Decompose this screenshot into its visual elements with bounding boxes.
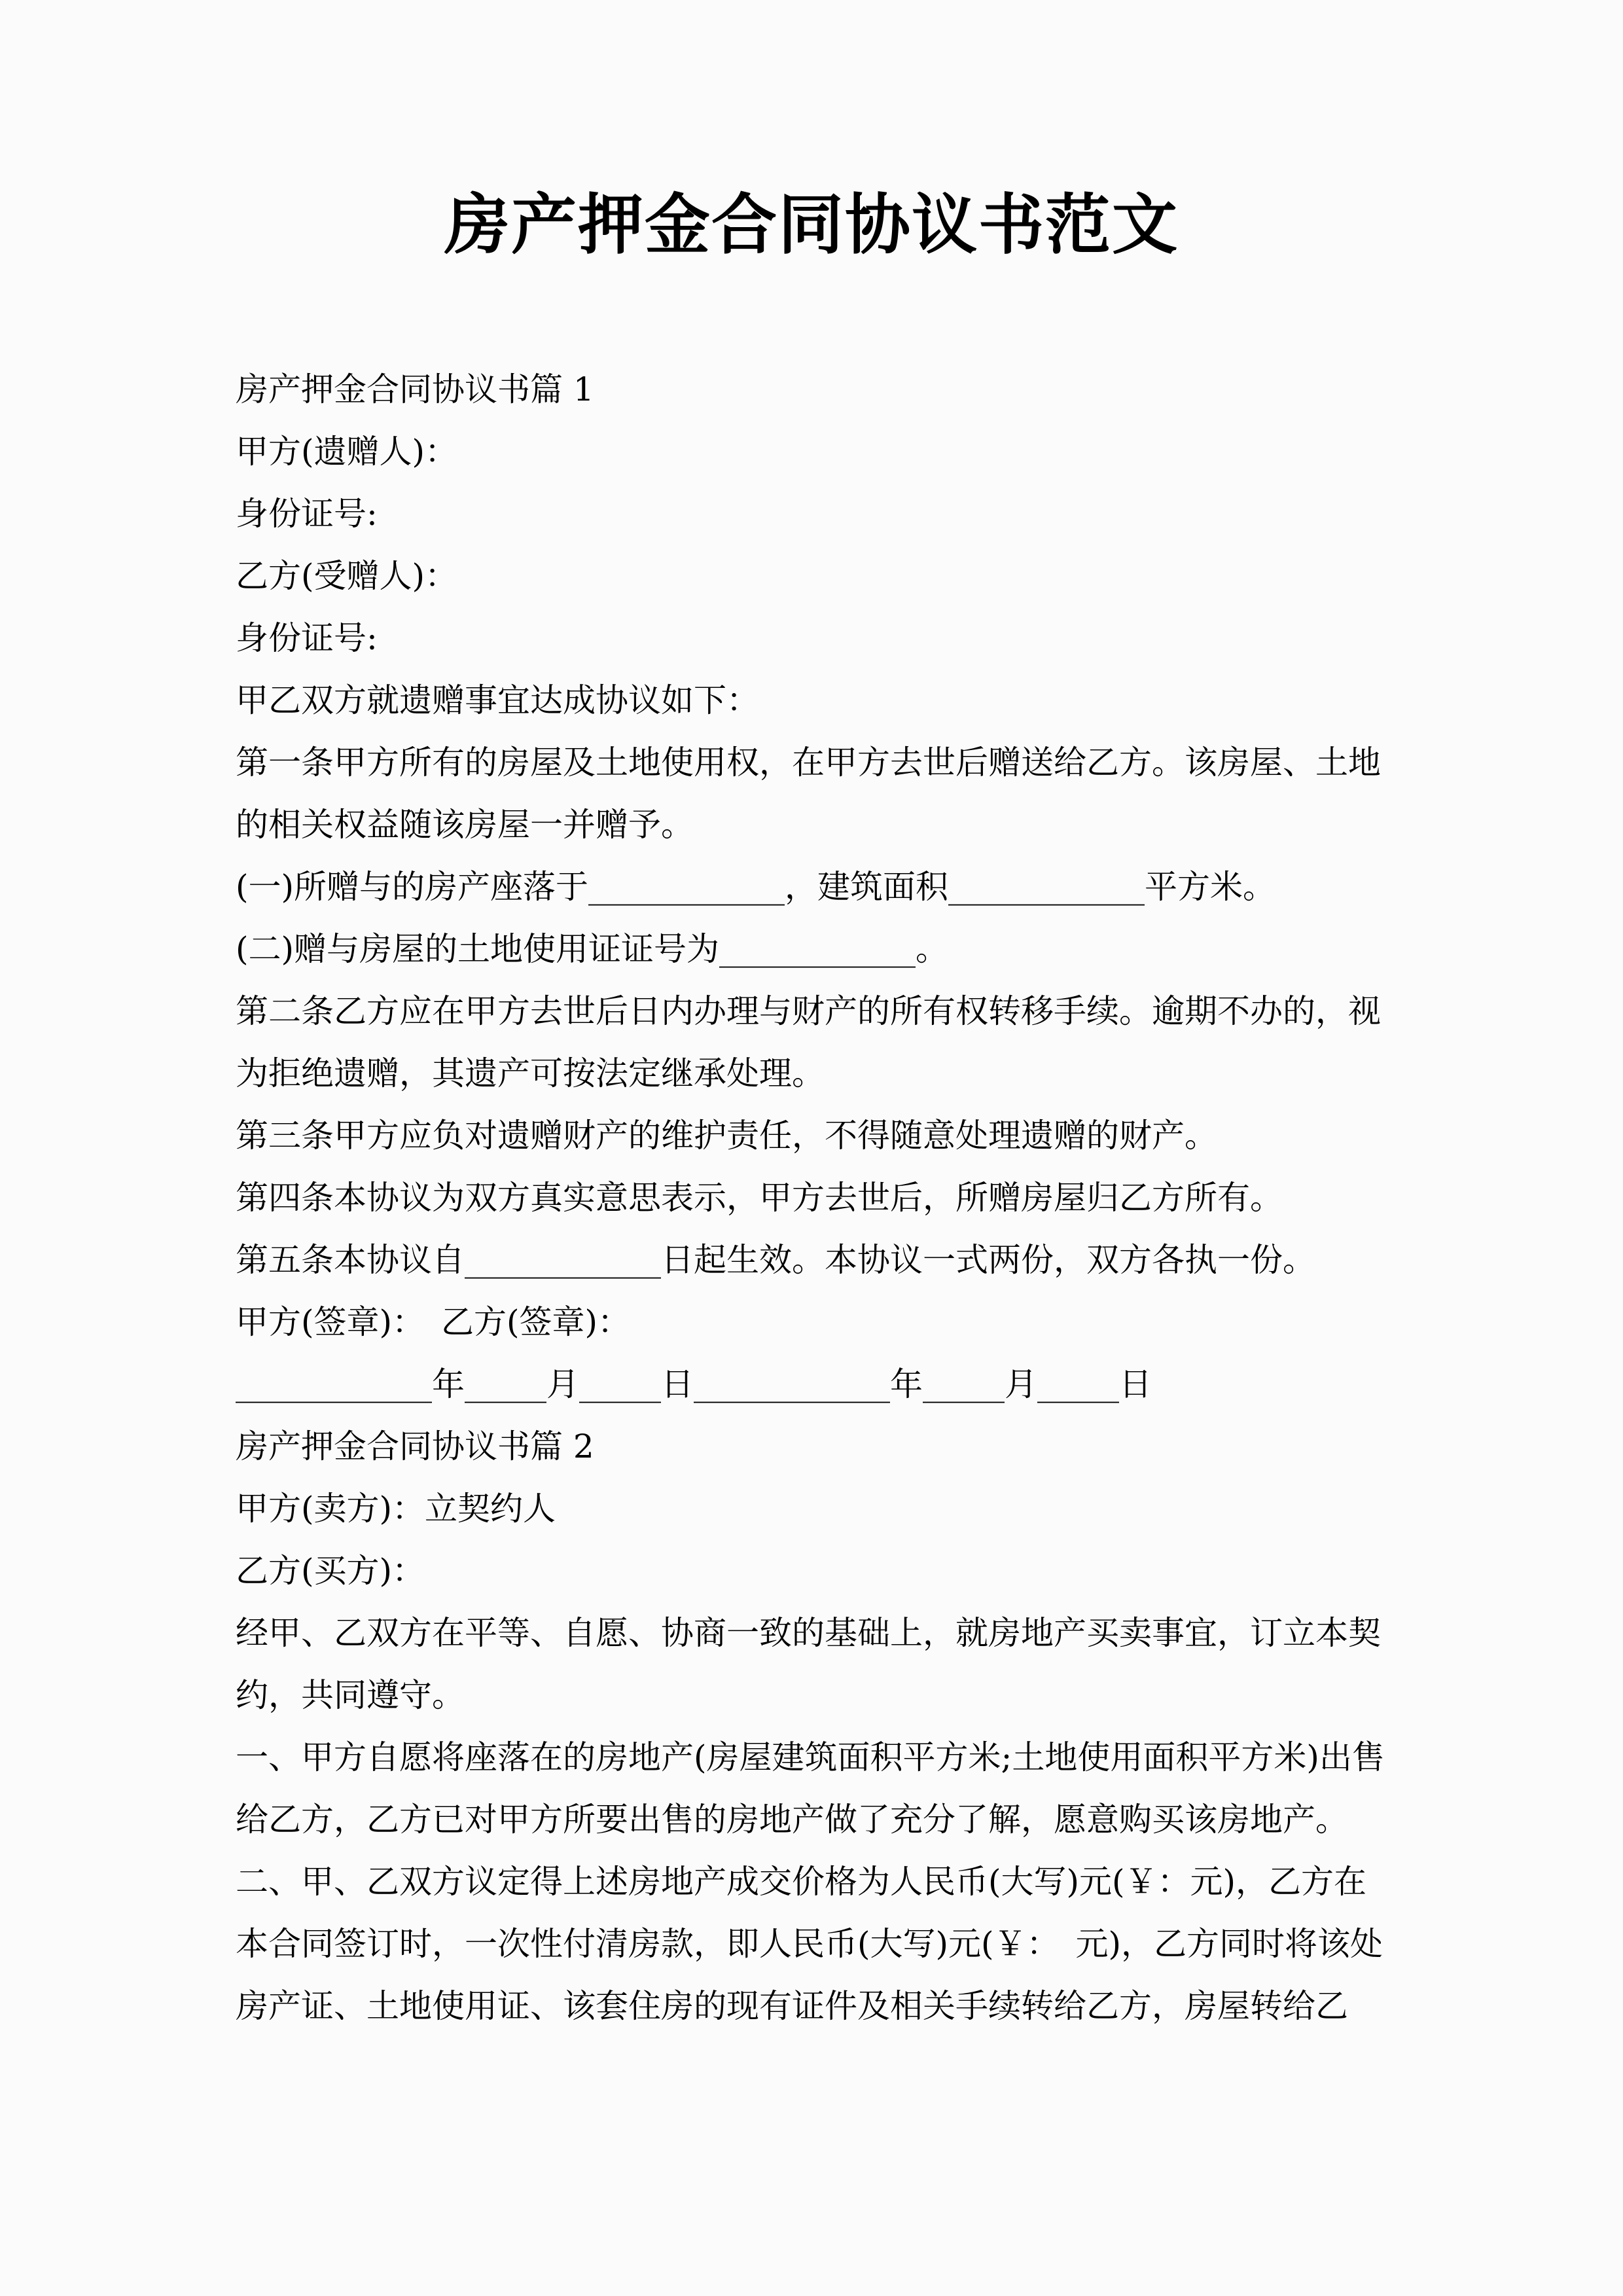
date-line: ____________年_____月_____日____________年_____月_____日 <box>236 1365 1152 1403</box>
signature-line: 甲方(签章)： 乙方(签章)： <box>236 1303 631 1341</box>
party-a-seller: 甲方(卖方)：立契约人 <box>236 1490 556 1528</box>
section2-heading: 房产押金合同协议书篇 2 <box>236 1427 594 1465</box>
term-2: 二、甲、乙双方议定得上述房地产成交价格为人民币(大写)元(￥：元)，乙方在本合同签订时，一次性付清房款，即人民币(大写)元(￥： 元)，乙方同时将该处房产证、土地使用证、该套住房的现有证件及相关手续转给乙方，房屋转给乙 <box>236 1863 1383 2025</box>
party-b-buyer: 乙方(买方)： <box>236 1552 425 1590</box>
article-3: 第三条甲方应负对遗赠财产的维护责任，不得随意处理遗赠的财产。 <box>236 1117 1217 1155</box>
document-body <box>236 359 1387 2037</box>
article-5: 第五条本协议自____________日起生效。本协议一式两份，双方各执一份。 <box>236 1241 1315 1279</box>
article-1: 第一条甲方所有的房屋及土地使用权，在甲方去世后赠送给乙方。该房屋、土地的相关权益随该房屋一并赠予。 <box>236 744 1381 844</box>
document-title: 房产押金合同协议书范文 <box>444 186 1179 263</box>
party-b-recipient: 乙方(受赠人)： <box>236 557 458 595</box>
article-4: 第四条本协议为双方真实意思表示，甲方去世后，所赠房屋归乙方所有。 <box>236 1179 1283 1217</box>
agreement-intro: 甲乙双方就遗赠事宜达成协议如下： <box>236 681 759 719</box>
clause-1-1: (一)所赠与的房产座落于____________，建筑面积____________平方米。 <box>236 868 1276 906</box>
id-number-2: 身份证号: <box>236 619 378 657</box>
article-2: 第二条乙方应在甲方去世后日内办理与财产的所有权转移手续。逾期不办的，视为拒绝遗赠，其遗产可按法定继承处理。 <box>236 992 1381 1092</box>
section1-heading: 房产押金合同协议书篇 1 <box>236 370 594 408</box>
preamble: 经甲、乙双方在平等、自愿、协商一致的基础上，就房地产买卖事宜，订立本契约，共同遵守。 <box>236 1614 1381 1714</box>
id-number-1: 身份证号: <box>236 495 378 533</box>
term-1: 一、甲方自愿将座落在的房地产(房屋建筑面积平方米;土地使用面积平方米)出售给乙方，乙方已对甲方所要出售的房地产做了充分了解，愿意购买该房地产。 <box>236 1738 1385 1839</box>
party-a-donor: 甲方(遗赠人)： <box>236 433 458 471</box>
clause-1-2: (二)赠与房屋的土地使用证证号为____________。 <box>236 930 949 968</box>
